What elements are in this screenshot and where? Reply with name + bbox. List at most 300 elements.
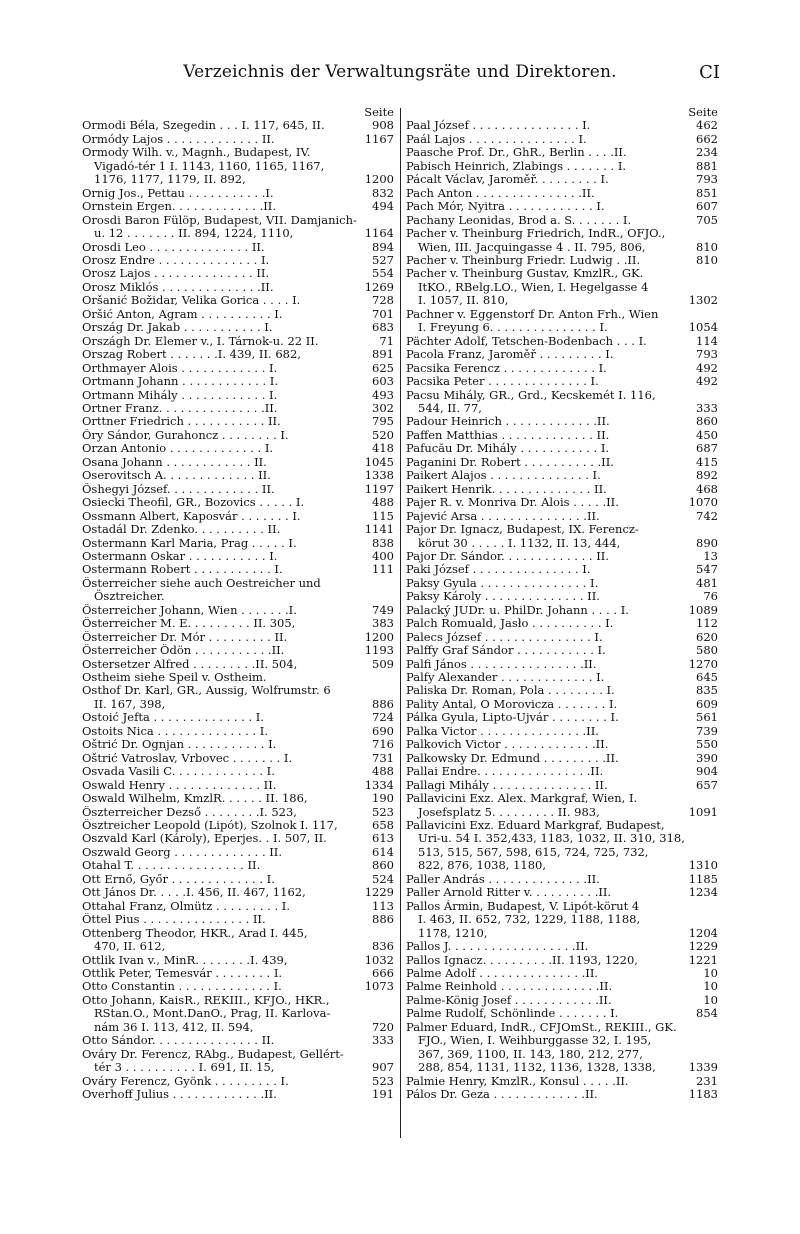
- index-entry: [406, 779, 718, 792]
- entry-text: [406, 711, 685, 724]
- index-entry: [82, 846, 394, 859]
- entry-text: [82, 631, 361, 644]
- index-entry: [82, 765, 394, 778]
- entry-page: 1167: [364, 131, 394, 146]
- entry-page: 810: [696, 252, 718, 267]
- entry-text: [82, 389, 361, 402]
- index-entry: [406, 940, 718, 953]
- entry-text: [406, 738, 685, 751]
- index-entry: [82, 967, 394, 980]
- entry-line: Őshegyi József. . . . . . . . . . . . . II.: [82, 482, 275, 496]
- index-entry: [406, 954, 718, 967]
- index-entry: [82, 294, 394, 307]
- entry-line: Oštrić Dr. Ognjan . . . . . . . . . . . I.: [82, 738, 277, 752]
- index-entry: [406, 765, 718, 778]
- index-entry: [406, 469, 718, 482]
- entry-page: 547: [696, 562, 718, 577]
- index-entry: [406, 523, 718, 550]
- entry-line: Osthof Dr. Karl, GR., Aussig, Wolfrumstr. 6: [82, 684, 331, 698]
- index-entry: [82, 146, 394, 186]
- entry-text: [82, 537, 361, 550]
- index-entry: [406, 819, 718, 873]
- index-entry: [406, 267, 718, 307]
- entry-page: 1070: [688, 495, 718, 510]
- index-entry: [82, 927, 394, 954]
- entry-page: 1164: [364, 226, 394, 241]
- index-entry: [82, 684, 394, 711]
- entry-page: 620: [696, 629, 718, 644]
- entry-line: I. 1057, II. 810,: [418, 293, 509, 308]
- index-entry: [82, 819, 394, 832]
- entry-text: [406, 684, 685, 697]
- index-entry: [406, 496, 718, 509]
- entry-line: Ottenberg Theodor, HKR., Arad I. 445,: [82, 926, 308, 940]
- entry-text: [82, 456, 361, 469]
- entry-text: [406, 227, 685, 254]
- entry-text: [406, 886, 685, 899]
- entry-text: [406, 335, 685, 348]
- entry-line: Palka Victor . . . . . . . . . . . . . . .II.: [406, 724, 599, 738]
- entry-page: 468: [696, 481, 718, 496]
- entry-page: 114: [696, 333, 718, 348]
- entry-text: [82, 321, 361, 334]
- entry-line: Otahal T. . . . . . . . . . . . . . . . II.: [82, 859, 261, 873]
- entry-line: Paksy Gyula . . . . . . . . . . . . . . . I.: [406, 576, 599, 590]
- entry-page: 10: [703, 992, 718, 1007]
- entry-text: [82, 846, 361, 859]
- entry-line: Pabisch Heinrich, Zlabings . . . . . . . I.: [406, 159, 627, 173]
- entry-line: Oszwald Georg . . . . . . . . . . . . . II.: [82, 845, 282, 859]
- entry-page: 625: [372, 360, 394, 375]
- index-entry: [82, 200, 394, 213]
- index-entry: [406, 752, 718, 765]
- index-entry: [82, 483, 394, 496]
- entry-page: 383: [372, 616, 394, 631]
- index-entry: [406, 308, 718, 335]
- index-entry: [82, 779, 394, 792]
- entry-page: 749: [372, 602, 394, 617]
- entry-text: [406, 200, 685, 213]
- entry-page: 891: [372, 347, 394, 362]
- index-entry: [82, 577, 394, 604]
- entry-page: 527: [372, 252, 394, 267]
- entry-line: Ornstein Ergen. . . . . . . . . . . . .II.: [82, 200, 276, 214]
- index-entry: [406, 362, 718, 375]
- index-entry: [406, 967, 718, 980]
- entry-text: [82, 684, 361, 711]
- entry-text: [406, 752, 685, 765]
- entry-page: 1073: [364, 979, 394, 994]
- entry-line: Paller András . . . . . . . . . . . . . .II.: [406, 872, 600, 886]
- entry-page: 603: [372, 374, 394, 389]
- entry-line: Palfi János . . . . . . . . . . . . . . . .II.: [406, 657, 597, 671]
- entry-line: Pach Anton . . . . . . . . . . . . . . .II.: [406, 186, 595, 200]
- entry-page: 1339: [688, 1060, 718, 1075]
- entry-text: [82, 483, 361, 496]
- index-entry: [82, 1034, 394, 1047]
- entry-text: [82, 241, 361, 254]
- entry-line: Paffen Matthias . . . . . . . . . . . . . II.: [406, 428, 610, 442]
- entry-text: [406, 994, 685, 1007]
- entry-line: Öszterreicher Dezső . . . . . . . .I. 523,: [82, 805, 297, 819]
- entry-line: FJO., Wien, I. Weihburggasse 32, I. 195,: [418, 1033, 652, 1048]
- entry-text: [82, 402, 361, 415]
- entry-line: Ostermann Robert . . . . . . . . . . . I.: [82, 563, 283, 577]
- entry-page: 658: [372, 818, 394, 833]
- index-entry: [406, 684, 718, 697]
- entry-page: 1197: [364, 481, 394, 496]
- entry-text: [82, 752, 361, 765]
- entry-page: 1270: [688, 656, 718, 671]
- index-entry: [82, 1048, 394, 1075]
- entry-text: [406, 563, 685, 576]
- entry-line: Orttner Friedrich . . . . . . . . . . . II.: [82, 415, 281, 429]
- entry-text: [406, 954, 685, 967]
- entry-text: [406, 119, 685, 132]
- entry-line: Oswald Henry . . . . . . . . . . . . . II.: [82, 778, 277, 792]
- entry-text: [82, 577, 361, 604]
- entry-text: [406, 792, 685, 819]
- entry-text: [82, 994, 361, 1034]
- entry-page: 795: [372, 414, 394, 429]
- entry-page: 860: [696, 414, 718, 429]
- entry-page: 76: [703, 589, 718, 604]
- entry-text: [406, 267, 685, 307]
- entry-text: [406, 940, 685, 953]
- entry-line: Overhoff Julius . . . . . . . . . . . . .II.: [82, 1088, 277, 1102]
- index-entry: [82, 604, 394, 617]
- entry-line: Orszag Robert . . . . . . .I. 439, II. 682,: [82, 348, 301, 362]
- entry-line: Osiecki Theofil, GR., Bozovics . . . . . I.: [82, 496, 305, 510]
- entry-page: 886: [372, 912, 394, 927]
- entry-line: Osana Johann . . . . . . . . . . . . II.: [82, 455, 267, 469]
- index-entry: [406, 335, 718, 348]
- entry-text: [82, 617, 361, 630]
- entry-line: Pajor Dr. Ignacz, Budapest, IX. Ferencz-: [406, 523, 639, 537]
- entry-page: 554: [372, 266, 394, 281]
- index-entry: [406, 563, 718, 576]
- entry-text: [406, 348, 685, 361]
- entry-text: [82, 375, 361, 388]
- entry-page: 1334: [364, 777, 394, 792]
- index-entry: [406, 456, 718, 469]
- entry-line: Ováry Dr. Ferencz, RAbg., Budapest, Gellért-: [82, 1047, 344, 1061]
- entry-text: [82, 765, 361, 778]
- entry-text: [406, 658, 685, 671]
- entry-page: 1221: [688, 952, 718, 967]
- entry-line: Ostermann Oskar . . . . . . . . . . . I.: [82, 549, 278, 563]
- index-entry: [406, 1021, 718, 1075]
- entry-line: 367, 369, 1100, II. 143, 180, 212, 277,: [418, 1046, 643, 1061]
- entry-line: Orosz Endre . . . . . . . . . . . . . . I.: [82, 253, 270, 267]
- entry-line: Pacsu Mihály, GR., Grd., Kecskemét I. 116,: [406, 388, 656, 402]
- entry-line: Ostheim siehe Speil v. Ostheim.: [82, 671, 267, 685]
- entry-line: Ováry Ferencz, Gyönk . . . . . . . . . I.: [82, 1074, 289, 1088]
- entry-page: 836: [372, 939, 394, 954]
- entry-text: [82, 442, 361, 455]
- entry-page: 524: [372, 871, 394, 886]
- entry-page: 418: [372, 441, 394, 456]
- entry-line: Vigadó-tér 1 I. 1143, 1160, 1165, 1167,: [94, 158, 325, 173]
- entry-line: Pacsika Ferencz . . . . . . . . . . . . . I.: [406, 361, 607, 375]
- index-entry: [82, 308, 394, 321]
- entry-text: [82, 859, 361, 872]
- entry-line: Österreicher Ödön . . . . . . . . . . .II.: [82, 644, 285, 658]
- index-entry: [82, 254, 394, 267]
- entry-line: Pallos Ármin, Budapest, V. Lipót-körut 4: [406, 899, 640, 913]
- entry-line: 470, II. 612,: [94, 939, 166, 954]
- entry-text: [82, 1048, 361, 1075]
- index-entry: [82, 510, 394, 523]
- entry-page: 390: [696, 750, 718, 765]
- entry-text: [82, 832, 361, 845]
- index-entry: [406, 900, 718, 940]
- index-entry: [82, 994, 394, 1034]
- entry-text: [82, 348, 361, 361]
- entry-page: 1185: [688, 871, 718, 886]
- entry-line: Ott Ernő, Győr . . . . . . . . . . . . . I.: [82, 872, 275, 886]
- entry-line: Pácalt Václav, Jaroměř. . . . . . . . . I.: [406, 173, 609, 187]
- entry-line: Pächter Adolf, Tetschen-Bodenbach . . . I.: [406, 334, 647, 348]
- entry-line: Oszvald Karl (Károly), Eperjes. . I. 507, II.: [82, 832, 327, 846]
- entry-line: Pallos J. . . . . . . . . . . . . . . . . .II.: [406, 940, 589, 954]
- entry-line: Otto Sándor. . . . . . . . . . . . . . . II.: [82, 1034, 275, 1048]
- entry-line: Pallagi Mihály . . . . . . . . . . . . . . II.: [406, 778, 608, 792]
- entry-line: Palkovich Victor . . . . . . . . . . . . .II.: [406, 738, 609, 752]
- entry-line: Pajor Dr. Sándor. . . . . . . . . . . . . II.: [406, 549, 609, 563]
- entry-text: [406, 214, 685, 227]
- entry-text: [406, 469, 685, 482]
- page-header: [80, 62, 720, 86]
- entry-page: 881: [696, 158, 718, 173]
- entry-page: 302: [372, 400, 394, 415]
- entry-line: Országh Dr. Elemer v., I. Tárnok-u. 22 II.: [82, 334, 319, 348]
- entry-text: [82, 779, 361, 792]
- index-column-left: [82, 106, 394, 1102]
- index-entry: [82, 631, 394, 644]
- index-entry: [406, 1088, 718, 1101]
- entry-text: [82, 604, 361, 617]
- entry-line: Ormódy Lajos . . . . . . . . . . . . . II.: [82, 132, 275, 146]
- index-entry: [406, 711, 718, 724]
- entry-line: I. Freyung 6. . . . . . . . . . . . . . . I.: [418, 320, 608, 335]
- entry-text: [82, 200, 361, 213]
- index-entry: [82, 563, 394, 576]
- entry-page: 115: [372, 508, 394, 523]
- entry-page: 832: [372, 185, 394, 200]
- column-divider: [400, 108, 401, 1138]
- entry-line: Pach Mór, Nyitra . . . . . . . . . . . . I.: [406, 200, 605, 214]
- index-entry: [406, 604, 718, 617]
- entry-page: 10: [703, 966, 718, 980]
- entry-page: 838: [372, 535, 394, 550]
- entry-text: [406, 1007, 685, 1020]
- entry-text: [406, 590, 685, 603]
- entry-line: Pallavicini Exz. Eduard Markgraf, Budapest,: [406, 819, 665, 833]
- index-column-right: [406, 106, 718, 1102]
- entry-text: [82, 335, 361, 348]
- entry-line: Pachany Leonidas, Brod a. S. . . . . . . I.: [406, 213, 632, 227]
- entry-line: Palch Romuald, Jasło . . . . . . . . . . I.: [406, 617, 614, 631]
- entry-page: 645: [696, 670, 718, 685]
- entry-page: 1229: [688, 939, 718, 954]
- index-entry: [82, 886, 394, 899]
- entry-page: 739: [696, 723, 718, 738]
- entry-line: Oršić Anton, Agram . . . . . . . . . . I.: [82, 307, 283, 321]
- entry-line: Paasche Prof. Dr., GhR., Berlin . . . .II.: [406, 146, 627, 160]
- entry-page: 561: [696, 710, 718, 725]
- index-entry: [82, 335, 394, 348]
- entry-text: [406, 456, 685, 469]
- entry-line: Pacher v. Theinburg Friedrich, IndR., OFJO.,: [406, 227, 666, 241]
- entry-text: [82, 658, 361, 671]
- entry-page: 550: [696, 737, 718, 752]
- index-entry: [82, 954, 394, 967]
- index-entry: [82, 442, 394, 455]
- entry-page: 10: [703, 979, 718, 994]
- entry-text: [82, 496, 361, 509]
- entry-page: 1338: [364, 468, 394, 483]
- entry-page: 333: [696, 400, 718, 415]
- index-entry: [406, 510, 718, 523]
- entry-text: [406, 1021, 685, 1075]
- entry-line: Ostermann Karl Maria, Prag . . . . . I.: [82, 536, 297, 550]
- entry-text: [82, 900, 361, 913]
- entry-page: 462: [696, 118, 718, 133]
- entry-line: Palmie Henry, KmzlR., Konsul . . . . .II.: [406, 1074, 629, 1088]
- entry-line: 822, 876, 1038, 1180,: [418, 858, 547, 873]
- entry-line: Pálka Gyula, Lipto-Ujvár . . . . . . . . I.: [406, 711, 619, 725]
- entry-text: [406, 510, 685, 523]
- entry-page: 908: [372, 118, 394, 133]
- entry-page: 1269: [364, 279, 394, 294]
- index-entry: [82, 658, 394, 671]
- entry-page: 494: [372, 199, 394, 214]
- entry-text: [82, 644, 361, 657]
- entry-text: [82, 738, 361, 751]
- entry-line: Ottlik Peter, Temesvár . . . . . . . . I.: [82, 967, 283, 980]
- entry-text: [406, 442, 685, 455]
- entry-line: ItKO., RBelg.LO., Wien, I. Hegelgasse 4: [418, 279, 649, 294]
- index-entry: [82, 281, 394, 294]
- entry-text: [82, 886, 361, 899]
- entry-line: Öttel Pius . . . . . . . . . . . . . . . II.: [82, 913, 266, 927]
- index-entry: [82, 456, 394, 469]
- entry-line: Ornig Jos., Pettau . . . . . . . . . . .I.: [82, 186, 274, 200]
- entry-text: [82, 294, 361, 307]
- entry-text: [406, 725, 685, 738]
- entry-line: 513, 515, 567, 598, 615, 724, 725, 732,: [418, 844, 649, 859]
- index-entry: [406, 980, 718, 993]
- entry-list-left: [82, 119, 394, 1101]
- entry-line: 1176, 1177, 1179, II. 892,: [94, 172, 246, 187]
- index-entry: [406, 187, 718, 200]
- entry-page: 400: [372, 548, 394, 563]
- entry-line: 1178, 1210,: [418, 925, 488, 940]
- entry-line: Ország Dr. Jakab . . . . . . . . . . . I.: [82, 321, 273, 335]
- entry-text: [406, 900, 685, 940]
- entry-text: [82, 1034, 361, 1047]
- entry-line: Palme Adolf . . . . . . . . . . . . . . .II.: [406, 967, 599, 980]
- entry-line: u. 12 . . . . . . . II. 894, 1224, 1110,: [94, 226, 294, 241]
- entry-page: 892: [696, 468, 718, 483]
- entry-page: 720: [372, 1019, 394, 1034]
- entry-line: Österreicher Johann, Wien . . . . . . .I.: [82, 603, 297, 617]
- entry-text: [82, 819, 361, 832]
- index-entry: [406, 160, 718, 173]
- entry-text: [82, 510, 361, 523]
- entry-text: [82, 967, 361, 980]
- entry-line: Pality Antal, O Morovicza . . . . . . . I.: [406, 697, 618, 711]
- index-entry: [406, 671, 718, 684]
- entry-line: Pajer R. v. Monriva Dr. Alois . . . . .II.: [406, 496, 619, 510]
- entry-text: [82, 725, 361, 738]
- index-entry: [406, 994, 718, 1007]
- entry-line: nám 36 I. 113, 412, II. 594,: [94, 1019, 254, 1034]
- index-entry: [82, 187, 394, 200]
- index-entry: [82, 1088, 394, 1101]
- entry-line: Ormody Wilh. v., Magnh., Budapest, IV.: [82, 146, 311, 160]
- entry-text: [406, 550, 685, 563]
- entry-line: Paikert Henrik. . . . . . . . . . . . . . II.: [406, 482, 607, 496]
- entry-line: Paál Lajos . . . . . . . . . . . . . . . I.: [406, 132, 587, 146]
- index-entry: [406, 631, 718, 644]
- entry-page: 1234: [688, 885, 718, 900]
- entry-page: 191: [372, 1087, 394, 1102]
- entry-page: 666: [372, 966, 394, 980]
- entry-line: Paikert Alajos . . . . . . . . . . . . . . I.: [406, 469, 601, 483]
- entry-line: Pafucău Dr. Mihály . . . . . . . . . . . I.: [406, 442, 610, 456]
- entry-text: [406, 362, 685, 375]
- entry-line: 544, II. 77,: [418, 400, 482, 415]
- entry-line: Pajević Arsa . . . . . . . . . . . . . . .II.: [406, 509, 600, 523]
- index-entry: [82, 900, 394, 913]
- entry-line: Paganini Dr. Robert . . . . . . . . . . .II.: [406, 455, 614, 469]
- index-entry: [82, 832, 394, 845]
- entry-page: 716: [372, 737, 394, 752]
- entry-text: [406, 496, 685, 509]
- entry-page: 523: [372, 804, 394, 819]
- entry-page: 509: [372, 656, 394, 671]
- entry-text: [406, 765, 685, 778]
- index-entry: [82, 496, 394, 509]
- entry-line: Wien, III. Jacquingasse 4 . II. 795, 806,: [418, 239, 646, 254]
- entry-line: Palecs József . . . . . . . . . . . . . . . I.: [406, 630, 603, 644]
- entry-page: 657: [696, 777, 718, 792]
- index-entry: [406, 200, 718, 213]
- entry-line: tér 3 . . . . . . . . . . I. 691, II. 15,: [94, 1060, 275, 1075]
- entry-line: Palme Rudolf, Schönlinde . . . . . . . I.: [406, 1007, 619, 1021]
- seite-label: Seite: [364, 105, 394, 119]
- index-entry: [82, 362, 394, 375]
- entry-page: 894: [372, 239, 394, 254]
- entry-text: [82, 133, 361, 146]
- entry-line: Pachner v. Eggenstorf Dr. Anton Frh., Wien: [406, 307, 659, 321]
- index-entry: [406, 577, 718, 590]
- entry-page: 520: [372, 427, 394, 442]
- index-entry: [82, 873, 394, 886]
- entry-line: Paksy Károly . . . . . . . . . . . . . . II.: [406, 590, 600, 604]
- entry-line: Oswald Wilhelm, KmzlR. . . . . . II. 186,: [82, 792, 308, 806]
- entry-page: 793: [696, 347, 718, 362]
- entry-line: Palkowsky Dr. Edmund . . . . . . . . .II.: [406, 751, 619, 765]
- index-entry: [406, 1007, 718, 1020]
- entry-text: [82, 187, 361, 200]
- entry-text: [406, 415, 685, 428]
- entry-line: Paller Arnold Ritter v. . . . . . . . . .II.: [406, 886, 612, 900]
- entry-text: [82, 980, 361, 993]
- entry-page: 851: [696, 185, 718, 200]
